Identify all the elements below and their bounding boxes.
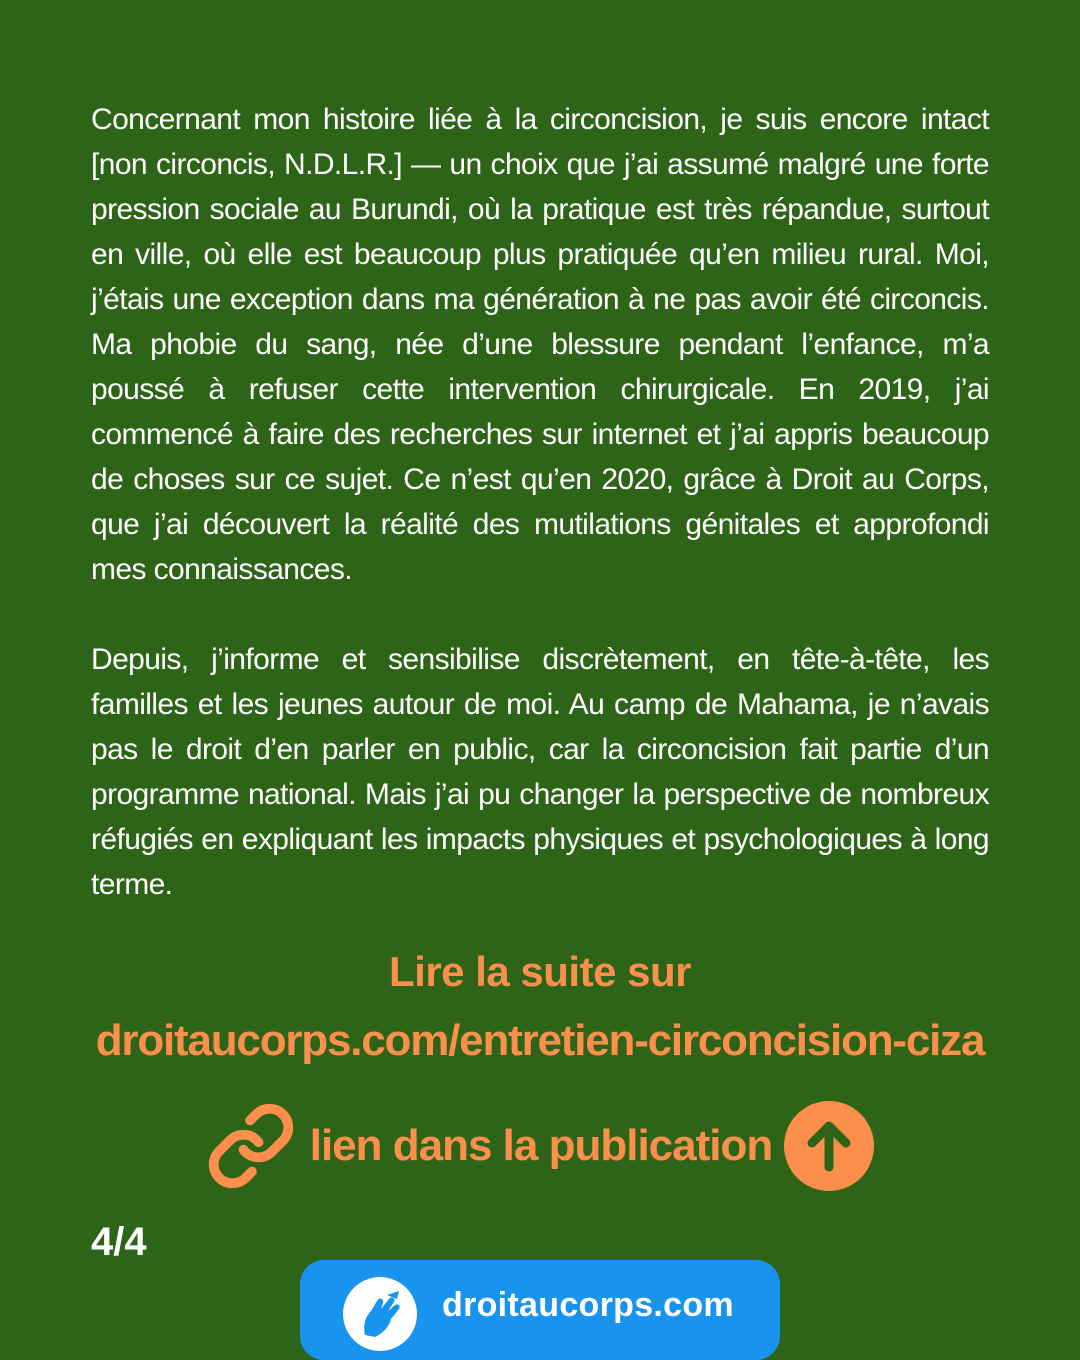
footer-website-badge[interactable] (300, 1260, 780, 1360)
read-more-heading: Lire la suite sur (389, 948, 691, 995)
article-url[interactable]: droitaucorps.com/entretien-circoncision-ciza (95, 1016, 985, 1065)
paragraph-2: Depuis, j’informe et sensibilise discrètement, en tête-à-tête, les familles et les jeunes autour de moi. Au camp de Mahama, je n’avais pas le droit d’en parler en public, car la circoncision fait partie d’un programme national. Mais j’ai pu changer la perspective de nombreux réfugiés en expliquant les impacts physiques et psychologiques à long terme. (91, 643, 989, 901)
link-in-post-row (0, 1100, 1080, 1192)
hand-logo-icon (343, 1277, 417, 1351)
paragraph-1: Concernant mon histoire liée à la circoncision, je suis encore intact [non circoncis, N.D.L.R.] — un choix que j’ai assumé malgré une forte pression sociale au Burundi, où la pratique est très répandue, surtout en ville, où elle est beaucoup plus pratiquée qu’en milieu rural. Moi, j’étais une exception dans ma génération à ne pas avoir été circoncis. Ma phobie du sang, née d’une blessure pendant l’enfance, m’a poussé à refuser cette intervention chirurgicale. En 2019, j’ai commencé à faire des recherches sur internet et j’ai appris beaucoup de choses sur ce sujet. Ce n’est qu’en 2020, grâce à Droit au Corps, que j’ai découvert la réalité des mutilations génitales et approfondi mes connaissances. (91, 103, 989, 586)
article-body (91, 97, 989, 907)
footer-site-link[interactable]: droitaucorps.com (442, 1286, 734, 1324)
page-indicator: 4/4 (91, 1220, 147, 1264)
link-in-post-label: lien dans la publication (309, 1121, 773, 1170)
arrow-up-circle-icon (784, 1101, 874, 1191)
link-icon (206, 1101, 296, 1191)
